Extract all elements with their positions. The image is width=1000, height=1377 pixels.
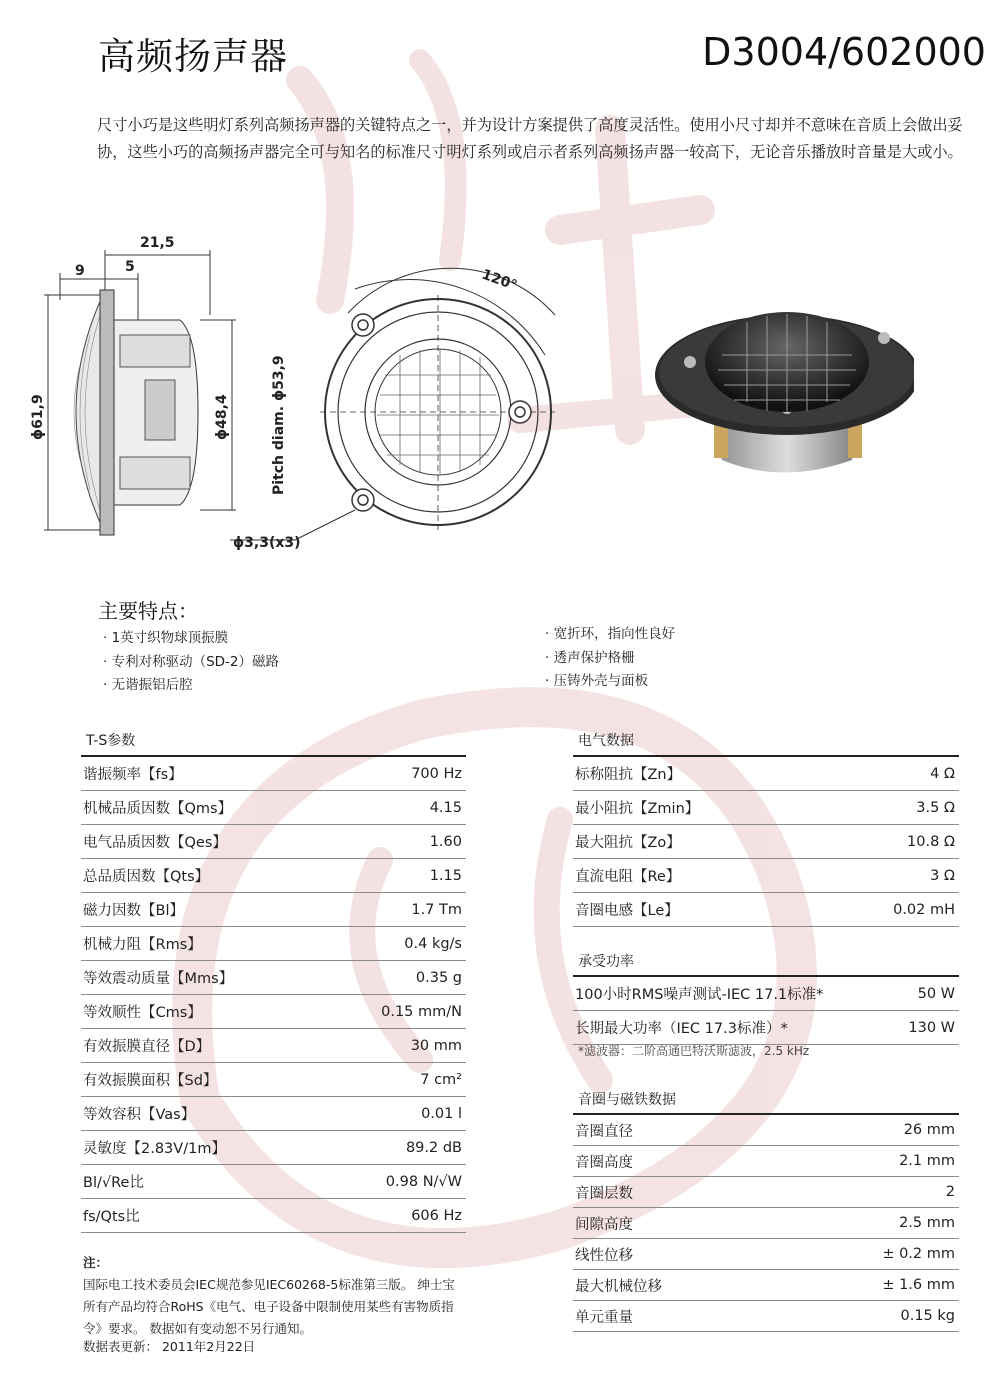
row-value: 10.8 Ω [907, 833, 955, 850]
table-row [81, 1131, 466, 1165]
row-value: 2 [945, 1184, 955, 1200]
table-row [573, 1114, 959, 1146]
row-label: 线性位移 [575, 1247, 633, 1264]
row-value: 0.01 l [421, 1105, 462, 1122]
row-value: 30 mm [410, 1037, 462, 1054]
power-section-title: 承受功率 [578, 954, 634, 970]
row-value: 3 Ω [930, 867, 955, 884]
electrical-section-title: 电气数据 [578, 733, 634, 749]
row-value: 2.1 mm [899, 1153, 955, 1169]
row-value: 4 Ω [930, 765, 955, 782]
notes-title: 注： [83, 1255, 109, 1270]
row-label: 间隙高度 [575, 1216, 633, 1233]
table-row [81, 791, 466, 825]
model-number: D3004/602000 [702, 30, 986, 74]
table-row [573, 1011, 959, 1045]
intro-paragraph: 尺寸小巧是这些明灯系列高频扬声器的关键特点之一，并为设计方案提供了高度灵活性。使用小尺寸却并不意味在音质上会做出妥协，这些小巧的高频扬声器完全可与知名的标准尺寸明灯系列或启示者系列高频扬声器一较高下，无论音乐播放时音量是大或小。 [97, 116, 963, 161]
table-row [573, 893, 959, 927]
row-label: fs/Qts比 [83, 1209, 140, 1225]
coil-table [573, 1113, 959, 1332]
feature-item: · 压铸外壳与面板 [545, 670, 675, 694]
row-value: 26 mm [903, 1122, 955, 1138]
row-label: 直流电阻【Re】 [575, 869, 681, 885]
row-value: 50 W [917, 985, 955, 1002]
feature-item: · 无谐振铝后腔 [103, 674, 279, 698]
power-footnote: *滤波器：二阶高通巴特沃斯滤波，2.5 kHz [578, 1044, 810, 1058]
row-value: 0.02 mH [893, 901, 955, 918]
table-row [81, 756, 466, 791]
row-label: 音圈直径 [575, 1123, 633, 1140]
dim-hole: ϕ3,3(x3) [233, 535, 301, 551]
table-row [573, 791, 959, 825]
row-value: 2.5 mm [899, 1215, 955, 1231]
row-label: 电气品质因数【Qes】 [83, 835, 227, 851]
row-label: 最大机械位移 [575, 1278, 662, 1295]
row-label: 总品质因数【Qts】 [83, 869, 210, 885]
dim-5: 5 [125, 259, 135, 275]
row-label: 有效振膜直径【D】 [83, 1039, 211, 1055]
row-value: 700 Hz [411, 765, 462, 782]
row-value: 89.2 dB [405, 1139, 462, 1156]
ts-section-title: T-S参数 [86, 733, 136, 749]
row-value: 0.35 g [415, 969, 462, 986]
row-value: ± 0.2 mm [882, 1246, 955, 1262]
table-row [81, 1063, 466, 1097]
row-value: 4.15 [429, 799, 462, 816]
row-value: 1.60 [429, 833, 462, 850]
feature-item: · 透声保护格栅 [545, 647, 675, 671]
row-label: 最大阻抗【Zo】 [575, 835, 681, 851]
row-label: Bl/√Re比 [83, 1175, 144, 1191]
table-row [573, 1239, 959, 1270]
row-value: 1.15 [429, 867, 462, 884]
features-left-list [103, 627, 279, 698]
front-view-drawing [225, 255, 565, 565]
row-label: 等效容积【Vas】 [83, 1107, 196, 1123]
row-label: 100小时RMS噪声测试-IEC 17.1标准* [575, 987, 824, 1003]
row-label: 机械力阻【Rms】 [83, 937, 202, 953]
row-label: 音圈电感【Le】 [575, 903, 679, 919]
row-label: 标称阻抗【Zn】 [575, 767, 682, 783]
row-label: 磁力因数【Bl】 [83, 903, 184, 919]
dim-9: 9 [75, 263, 85, 279]
dim-21-5: 21,5 [140, 235, 175, 251]
table-row [81, 961, 466, 995]
row-value: 0.4 kg/s [404, 935, 462, 952]
ts-parameters-table [81, 755, 466, 1233]
row-value: 3.5 Ω [916, 799, 955, 816]
power-table [573, 975, 959, 1045]
row-value: 606 Hz [411, 1207, 462, 1224]
notes-text: 国际电工技术委员会IEC规范参见IEC60268-5标准第三版。 绅士宝所有产品均符合RoHS《电气、电子设备中限制使用某些有害物质指令》要求。 数据如有变动恕不另行通知。 [83, 1277, 455, 1336]
row-label: 单元重量 [575, 1309, 633, 1326]
table-row [81, 893, 466, 927]
table-row [573, 756, 959, 791]
row-label: 灵敏度【2.83V/1m】 [83, 1141, 226, 1157]
dim-48-4: ϕ48,4 [214, 394, 230, 440]
feature-item: · 专利对称驱动（SD-2）磁路 [103, 651, 279, 675]
table-row [81, 927, 466, 961]
electrical-table [573, 755, 959, 927]
table-row [81, 859, 466, 893]
row-value: 0.98 N/√W [385, 1173, 462, 1190]
row-label: 音圈高度 [575, 1154, 633, 1171]
features-title: 主要特点： [98, 599, 198, 623]
tweeter-product-photo [652, 300, 914, 490]
table-row [573, 825, 959, 859]
table-row [81, 1029, 466, 1063]
table-row [573, 1270, 959, 1301]
row-label: 最小阻抗【Zmin】 [575, 801, 700, 817]
table-row [573, 1208, 959, 1239]
dim-pitch-diameter: Pitch diam. ϕ53,9 [271, 355, 287, 495]
row-label: 谐振频率【fs】 [83, 767, 183, 783]
table-row [573, 1177, 959, 1208]
table-row [81, 1199, 466, 1233]
table-row [573, 1301, 959, 1332]
table-row [573, 859, 959, 893]
row-value: 0.15 mm/N [381, 1003, 462, 1020]
table-row [573, 1146, 959, 1177]
table-row [81, 825, 466, 859]
row-value: 7 cm² [420, 1071, 462, 1088]
features-right-list [545, 623, 675, 694]
row-label: 等效震动质量【Mms】 [83, 971, 234, 987]
row-value: 1.7 Tm [411, 901, 462, 918]
coil-section-title: 音圈与磁铁数据 [578, 1092, 676, 1108]
dim-angle: 120° [479, 266, 520, 295]
table-row [81, 1097, 466, 1131]
row-label: 长期最大功率（IEC 17.3标准）* [575, 1021, 788, 1037]
table-row [81, 1165, 466, 1199]
row-value: ± 1.6 mm [882, 1277, 955, 1293]
datasheet-date: 数据表更新： 2011年2月22日 [83, 1339, 256, 1354]
table-row [81, 995, 466, 1029]
notes [83, 1252, 463, 1340]
row-label: 等效顺性【Cms】 [83, 1005, 202, 1021]
row-label: 音圈层数 [575, 1185, 633, 1202]
row-label: 有效振膜面积【Sd】 [83, 1073, 218, 1089]
dim-61-9: ϕ61,9 [30, 394, 46, 440]
row-label: 机械品质因数【Qms】 [83, 801, 233, 817]
page-title: 高频扬声器 [98, 35, 288, 78]
row-value: 0.15 kg [900, 1308, 955, 1324]
feature-item: · 宽折环，指向性良好 [545, 623, 675, 647]
table-row [573, 976, 959, 1011]
row-value: 130 W [908, 1019, 955, 1036]
feature-item: · 1英寸织物球顶振膜 [103, 627, 279, 651]
